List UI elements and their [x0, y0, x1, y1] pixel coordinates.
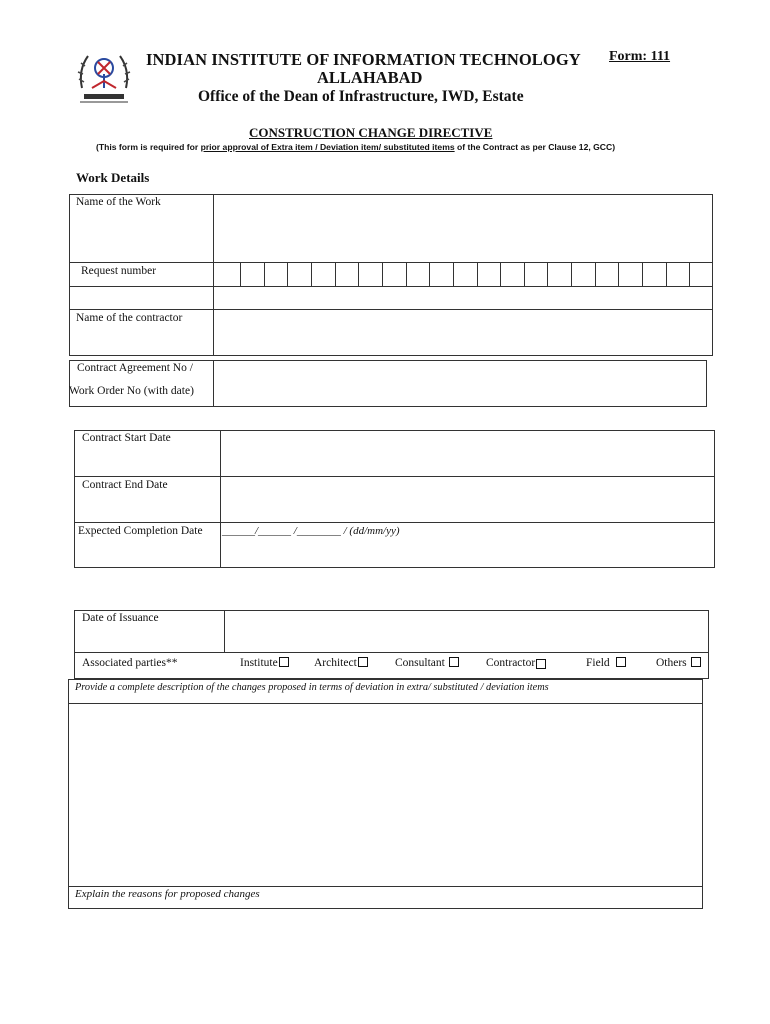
party-label: Contractor — [486, 657, 536, 669]
party-label: Field — [586, 657, 610, 669]
note-prefix: (This form is required for — [96, 142, 201, 152]
request-digit-box[interactable] — [547, 262, 571, 286]
contract-start-field[interactable] — [221, 431, 714, 476]
request-digit-box[interactable] — [264, 262, 288, 286]
reasons-label[interactable]: Explain the reasons for proposed changes — [75, 888, 260, 900]
party-label: Architect — [314, 657, 357, 669]
party-label: Others — [656, 657, 687, 669]
request-digit-box[interactable] — [642, 262, 666, 286]
party-label: Consultant — [395, 657, 445, 669]
agreement-field[interactable] — [214, 361, 706, 406]
date-of-issuance-field[interactable] — [225, 611, 708, 652]
name-of-work-label: Name of the Work — [76, 196, 161, 208]
checkbox-icon[interactable] — [449, 657, 459, 667]
form-number: Form: 111 — [609, 49, 671, 64]
request-digit-box[interactable] — [429, 262, 453, 286]
name-of-contractor-field[interactable] — [213, 310, 712, 355]
checkbox-icon[interactable] — [279, 657, 289, 667]
note-suffix: of the Contract as per Clause 12, GCC) — [454, 142, 616, 152]
expected-completion-field[interactable]: ______/______ /________ / (dd/mm/yy) — [222, 525, 400, 537]
expected-completion-label: Expected Completion Date — [78, 525, 203, 537]
name-of-contractor-label: Name of the contractor — [76, 312, 183, 324]
institute-emblem-icon — [74, 48, 134, 108]
agreement-label-line2: Work Order No (with date) — [69, 385, 194, 397]
contract-end-field[interactable] — [221, 477, 714, 522]
party-institute[interactable] — [240, 657, 289, 669]
date-of-issuance-label: Date of Issuance — [82, 612, 159, 624]
request-digit-box[interactable] — [477, 262, 501, 286]
request-digit-box[interactable] — [453, 262, 477, 286]
changes-description-label: Provide a complete description of the changes proposed in terms of deviation in extra/ substituted / deviation items — [75, 682, 549, 693]
party-label: Institute — [240, 657, 278, 669]
checkbox-icon[interactable] — [691, 657, 701, 667]
party-others[interactable] — [656, 657, 701, 669]
request-digit-box[interactable] — [406, 262, 430, 286]
note-underlined: prior approval of Extra item / Deviation item/ substituted items — [200, 142, 455, 152]
party-architect[interactable] — [314, 657, 368, 669]
request-number-extra-field[interactable] — [213, 287, 712, 309]
request-digit-box[interactable] — [311, 262, 335, 286]
request-digit-box[interactable] — [287, 262, 311, 286]
request-digit-box[interactable] — [335, 262, 359, 286]
request-digit-box[interactable] — [595, 262, 619, 286]
associated-parties-label: Associated parties** — [82, 657, 178, 669]
party-consultant[interactable] — [395, 657, 459, 669]
checkbox-icon[interactable] — [616, 657, 626, 667]
request-digit-box[interactable] — [358, 262, 382, 286]
request-digit-box[interactable] — [382, 262, 406, 286]
request-digit-box[interactable] — [240, 262, 264, 286]
changes-description-field[interactable] — [69, 704, 702, 885]
checkbox-icon[interactable] — [358, 657, 368, 667]
work-details-heading: Work Details — [76, 170, 150, 185]
contract-end-label: Contract End Date — [82, 479, 168, 491]
document-title: CONSTRUCTION CHANGE DIRECTIVE — [249, 125, 493, 140]
party-contractor[interactable] — [486, 657, 546, 669]
checkbox-icon[interactable] — [536, 659, 546, 669]
agreement-label-line1: Contract Agreement No / — [77, 362, 193, 374]
name-of-work-field[interactable] — [213, 195, 712, 262]
request-digit-box[interactable] — [666, 262, 690, 286]
request-digit-box[interactable] — [571, 262, 595, 286]
request-digit-box[interactable] — [524, 262, 548, 286]
request-digit-box[interactable] — [500, 262, 524, 286]
request-number-label: Request number — [81, 265, 157, 277]
request-digit-box[interactable] — [689, 262, 713, 286]
party-field[interactable] — [586, 657, 626, 669]
contract-start-label: Contract Start Date — [82, 432, 171, 444]
form-note — [96, 142, 615, 152]
institute-name: INDIAN INSTITUTE OF INFORMATION TECHNOLOGY — [146, 50, 581, 69]
office-name: Office of the Dean of Infrastructure, IWD, Estate — [198, 88, 524, 105]
request-digit-box[interactable] — [618, 262, 642, 286]
institute-city: ALLAHABAD — [317, 68, 423, 87]
